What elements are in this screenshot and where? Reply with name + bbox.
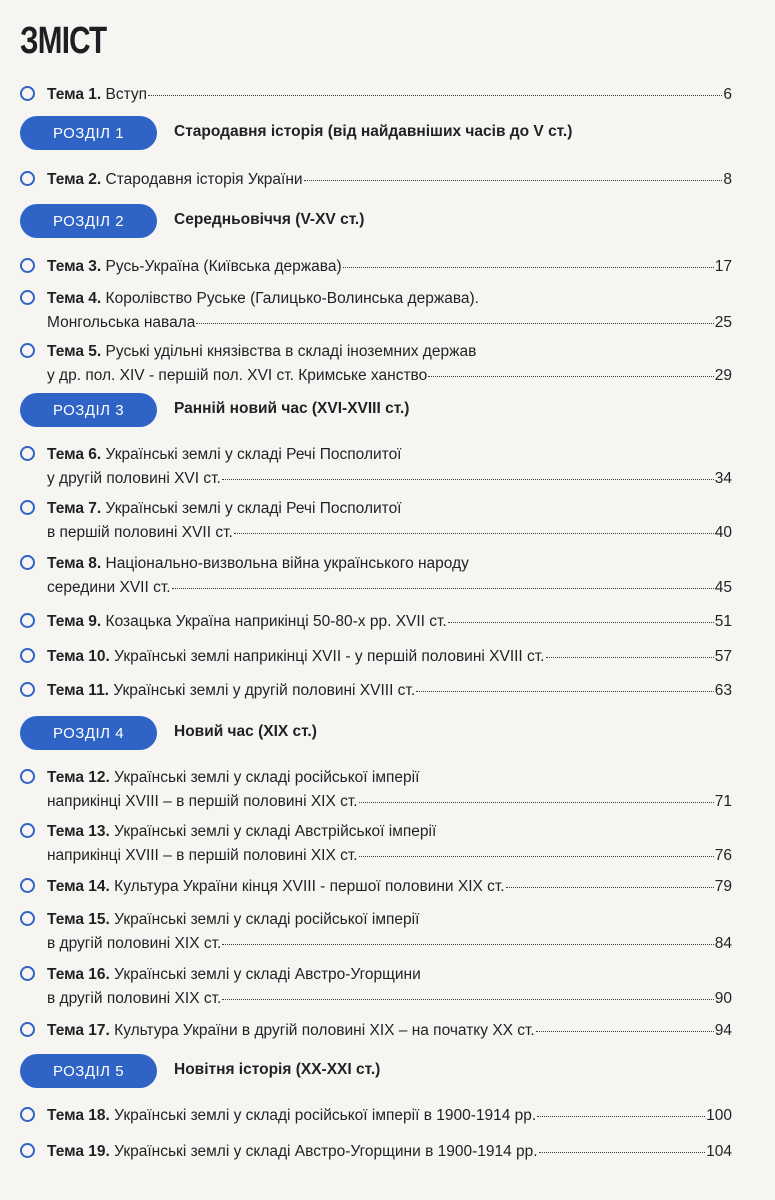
- topic-title: Національно-визвольна війна українського народу: [105, 555, 469, 572]
- dot-leader: [343, 266, 714, 268]
- toc-entry-topic-9[interactable]: [20, 610, 732, 634]
- topic-title: Русь-Україна (Київська держава): [105, 258, 342, 275]
- topic-title-cont: у др. пол. XIV - першій пол. XVI ст. Кримське ханство: [47, 367, 428, 384]
- toc-entry-topic-19[interactable]: [20, 1140, 732, 1164]
- topic-title: Українські землі у складі Австро-Угорщини в 1900-1914 рр.: [114, 1143, 538, 1160]
- dot-leader: [359, 855, 714, 857]
- topic-title: Українські землі у складі російської імперії: [114, 769, 420, 786]
- toc-entry-topic-17[interactable]: [20, 1019, 732, 1043]
- dot-leader: [234, 532, 714, 534]
- topic-number: Тема 8.: [47, 555, 102, 572]
- page-number: 6: [723, 86, 732, 103]
- toc-entry-topic-10[interactable]: [20, 645, 732, 669]
- topic-title-cont: середини XVII ст.: [47, 579, 171, 596]
- circle-bullet-icon: [20, 769, 35, 784]
- circle-bullet-icon: [20, 258, 35, 273]
- dot-leader: [304, 179, 723, 181]
- topic-title: Королівство Руське (Галицько-Волинська держава).: [105, 290, 479, 307]
- dot-leader: [539, 1151, 706, 1153]
- circle-bullet-icon: [20, 966, 35, 981]
- dot-leader: [448, 621, 714, 623]
- toc-entry-topic-1[interactable]: [20, 83, 732, 107]
- dot-leader: [359, 801, 714, 803]
- page-number: 63: [714, 682, 732, 699]
- circle-bullet-icon: [20, 823, 35, 838]
- toc-entry-topic-15[interactable]: [20, 908, 732, 956]
- dot-leader: [222, 998, 713, 1000]
- toc-entry-topic-7[interactable]: [20, 497, 732, 545]
- section-header-1: [20, 116, 760, 150]
- topic-title-cont: в другій половині XIX ст.: [47, 935, 222, 952]
- toc-entry-topic-4[interactable]: [20, 287, 732, 335]
- circle-bullet-icon: [20, 1143, 35, 1158]
- toc-entry-topic-14[interactable]: [20, 875, 732, 899]
- dot-leader: [222, 943, 713, 945]
- topic-number: Тема 15.: [47, 911, 110, 928]
- toc-entry-topic-12[interactable]: [20, 766, 732, 814]
- topic-number: Тема 11.: [47, 682, 109, 699]
- topic-number: Тема 9.: [47, 613, 102, 630]
- topic-number: Тема 4.: [47, 290, 102, 307]
- page-number: 34: [714, 470, 732, 487]
- topic-number: Тема 18.: [47, 1107, 110, 1124]
- topic-title: Українські землі у складі Речі Посполитої: [105, 446, 402, 463]
- page-number: 79: [714, 878, 732, 895]
- section-badge: РОЗДІЛ 1: [20, 116, 157, 150]
- section-title: Ранній новий час (XVI-XVIII ст.): [174, 400, 410, 417]
- toc-entry-topic-13[interactable]: [20, 820, 732, 868]
- topic-number: Тема 7.: [47, 500, 102, 517]
- dot-leader: [428, 375, 714, 377]
- circle-bullet-icon: [20, 1107, 35, 1122]
- topic-title: Українські землі у складі Австро-Угорщини: [114, 966, 421, 983]
- topic-title: Українські землі у другій половині XVIII ст.: [113, 682, 416, 699]
- toc-entry-topic-6[interactable]: [20, 443, 732, 491]
- dot-leader: [222, 478, 714, 480]
- page-number: 71: [714, 793, 732, 810]
- topic-title: Козацька Україна наприкінці 50-80-х рр. XVII ст.: [105, 613, 447, 630]
- section-header-2: [20, 204, 760, 238]
- circle-bullet-icon: [20, 290, 35, 305]
- topic-number: Тема 12.: [47, 769, 110, 786]
- section-title: Новітня історія (XX-XXI ст.): [174, 1061, 381, 1078]
- page-number: 76: [714, 847, 732, 864]
- topic-title: Українські землі у складі Австрійської імперії: [114, 823, 437, 840]
- topic-number: Тема 2.: [47, 171, 102, 188]
- topic-number: Тема 13.: [47, 823, 110, 840]
- topic-title: Вступ: [105, 86, 148, 103]
- section-title: Стародавня історія (від найдавніших часів до V ст.): [174, 123, 573, 140]
- topic-title: Культура України кінця XVIII - першої половини XIX ст.: [114, 878, 505, 895]
- circle-bullet-icon: [20, 446, 35, 461]
- toc-entry-topic-2[interactable]: [20, 168, 732, 192]
- topic-number: Тема 5.: [47, 343, 102, 360]
- toc-entry-topic-18[interactable]: [20, 1104, 732, 1128]
- dot-leader: [546, 656, 714, 658]
- circle-bullet-icon: [20, 648, 35, 663]
- topic-title-cont: в першій половині XVII ст.: [47, 524, 233, 541]
- topic-number: Тема 1.: [47, 86, 102, 103]
- topic-title: Українські землі наприкінці XVII - у першій половині XVIII ст.: [114, 648, 545, 665]
- section-header-3: [20, 393, 760, 427]
- topic-title: Українські землі у складі російської імперії: [114, 911, 420, 928]
- toc-entry-topic-8[interactable]: [20, 552, 732, 600]
- page-number: 94: [714, 1022, 732, 1039]
- toc-entry-topic-11[interactable]: [20, 679, 732, 703]
- section-header-5: [20, 1054, 760, 1088]
- topic-title: Українські землі у складі російської імперії в 1900-1914 рр.: [114, 1107, 537, 1124]
- page-number: 100: [706, 1107, 732, 1124]
- circle-bullet-icon: [20, 343, 35, 358]
- toc-entry-topic-3[interactable]: [20, 255, 732, 279]
- topic-number: Тема 10.: [47, 648, 110, 665]
- topic-title-cont: в другій половині XIX ст.: [47, 990, 222, 1007]
- section-header-4: [20, 716, 760, 750]
- topic-title-cont: Монгольська навала: [47, 314, 196, 331]
- circle-bullet-icon: [20, 1022, 35, 1037]
- page-number: 29: [714, 367, 732, 384]
- topic-title: Культура України в другій половині XIX – на початку XX ст.: [114, 1022, 535, 1039]
- circle-bullet-icon: [20, 86, 35, 101]
- dot-leader: [416, 690, 714, 692]
- topic-number: Тема 14.: [47, 878, 110, 895]
- topic-title-cont: наприкінці XVIII – в першій половині XIX ст.: [47, 793, 358, 810]
- dot-leader: [148, 94, 722, 96]
- circle-bullet-icon: [20, 911, 35, 926]
- topic-number: Тема 3.: [47, 258, 102, 275]
- topic-number: Тема 16.: [47, 966, 110, 983]
- toc-entry-topic-16[interactable]: [20, 963, 732, 1011]
- section-badge: РОЗДІЛ 4: [20, 716, 157, 750]
- topic-number: Тема 6.: [47, 446, 102, 463]
- circle-bullet-icon: [20, 878, 35, 893]
- topic-title: Українські землі у складі Речі Посполитої: [105, 500, 402, 517]
- section-title: Середньовіччя (V-XV ст.): [174, 211, 365, 228]
- dot-leader: [536, 1030, 714, 1032]
- section-badge: РОЗДІЛ 3: [20, 393, 157, 427]
- circle-bullet-icon: [20, 171, 35, 186]
- topic-title-cont: у другій половині XVI ст.: [47, 470, 221, 487]
- page-number: 51: [714, 613, 732, 630]
- page-number: 104: [706, 1143, 732, 1160]
- topic-title: Стародавня історія України: [105, 171, 303, 188]
- toc-entry-topic-5[interactable]: [20, 340, 732, 388]
- circle-bullet-icon: [20, 682, 35, 697]
- page-number: 45: [714, 579, 732, 596]
- page-number: 90: [714, 990, 732, 1007]
- circle-bullet-icon: [20, 500, 35, 515]
- section-badge: РОЗДІЛ 5: [20, 1054, 157, 1088]
- page-number: 8: [723, 171, 732, 188]
- topic-title: Руські удільні князівства в складі іноземних держав: [105, 343, 477, 360]
- page-title: ЗМІСТ: [20, 20, 107, 62]
- dot-leader: [172, 587, 714, 589]
- topic-number: Тема 19.: [47, 1143, 110, 1160]
- circle-bullet-icon: [20, 613, 35, 628]
- page-number: 40: [714, 524, 732, 541]
- page-number: 84: [714, 935, 732, 952]
- topic-number: Тема 17.: [47, 1022, 110, 1039]
- page-number: 17: [714, 258, 732, 275]
- circle-bullet-icon: [20, 555, 35, 570]
- section-title: Новий час (XIX ст.): [174, 723, 317, 740]
- page-number: 57: [714, 648, 732, 665]
- topic-title-cont: наприкінці XVIII – в першій половині XIX ст.: [47, 847, 358, 864]
- page-number: 25: [714, 314, 732, 331]
- dot-leader: [506, 886, 714, 888]
- section-badge: РОЗДІЛ 2: [20, 204, 157, 238]
- dot-leader: [537, 1115, 705, 1117]
- dot-leader: [196, 322, 713, 324]
